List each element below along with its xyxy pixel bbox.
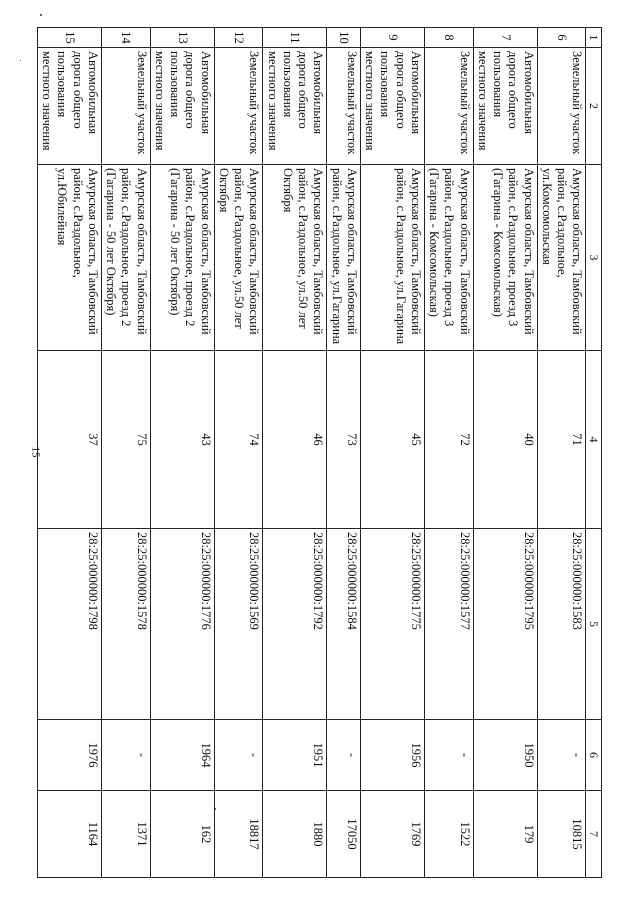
object-address: Амурская область, Тамбовский район, с.Раздольное, ул.Гагарина xyxy=(327,165,361,351)
cadastral-number: 28:25:000000:1795 xyxy=(473,529,537,720)
row-number: 8 xyxy=(424,28,473,48)
table-row xyxy=(150,28,214,878)
table-row xyxy=(424,28,473,878)
object-name: Земельный участок xyxy=(424,48,473,165)
object-address: Амурская область, Тамбовский район, с.Раздольное, ул.Комсомольская xyxy=(537,165,586,351)
column-4-value: 43 xyxy=(150,351,214,529)
object-name: Автомобильная дорога общего пользования местного значения xyxy=(263,48,327,165)
object-name: Земельный участок xyxy=(101,48,150,165)
cadastral-number: 28:25:000000:1776 xyxy=(150,529,214,720)
column-7-value: 1164 xyxy=(37,791,101,878)
object-address: Амурская область, Тамбовский район, с.Раздольное, проезд 2 (Гагарина - 50 лет Октября) xyxy=(101,165,150,351)
column-7-value: 1522 xyxy=(424,791,473,878)
object-name: Земельный участок xyxy=(537,48,586,165)
object-address: Амурская область, Тамбовский район, с.Раздольное, проезд 3 (Гагарина - Комсомольская) xyxy=(424,165,473,351)
cadastral-number: 28:25:000000:1792 xyxy=(263,529,327,720)
column-4-value: 72 xyxy=(424,351,473,529)
year-value: - xyxy=(424,720,473,791)
table-row xyxy=(537,28,586,878)
column-number-5: 5 xyxy=(586,529,602,720)
column-4-value: 74 xyxy=(214,351,263,529)
column-4-value: 73 xyxy=(327,351,361,529)
cadastral-number: 28:25:000000:1775 xyxy=(360,529,424,720)
row-number: 14 xyxy=(101,28,150,48)
column-4-value: 75 xyxy=(101,351,150,529)
table-row xyxy=(214,28,263,878)
object-address: Амурская область, Тамбовский район, с.Раздольное, ул.50 лет Октября xyxy=(214,165,263,351)
column-4-value: 45 xyxy=(360,351,424,529)
scan-speck xyxy=(20,60,21,61)
scan-speck xyxy=(40,14,42,16)
row-number: 11 xyxy=(263,28,327,48)
cadastral-number: 28:25:000000:1798 xyxy=(37,529,101,720)
object-name: Автомобильная дорога общего пользования местного значения xyxy=(37,48,101,165)
cadastral-number: 28:25:000000:1578 xyxy=(101,529,150,720)
column-number-4: 4 xyxy=(586,351,602,529)
column-7-value: 18817 xyxy=(214,791,263,878)
table-row xyxy=(101,28,150,878)
object-name: Земельный участок xyxy=(327,48,361,165)
cadastral-number: 28:25:000000:1584 xyxy=(327,529,361,720)
year-value: 1964 xyxy=(150,720,214,791)
column-7-value: 179 xyxy=(473,791,537,878)
year-value: - xyxy=(537,720,586,791)
column-7-value: 1769 xyxy=(360,791,424,878)
year-value: - xyxy=(101,720,150,791)
object-address: Амурская область, Тамбовский район, с.Раздольное, ул.50 лет Октября xyxy=(263,165,327,351)
column-number-3: 3 xyxy=(586,165,602,351)
year-value: 1976 xyxy=(37,720,101,791)
table-row xyxy=(473,28,537,878)
year-value: 1956 xyxy=(360,720,424,791)
table-row xyxy=(360,28,424,878)
year-value: 1951 xyxy=(263,720,327,791)
row-number: 9 xyxy=(360,28,424,48)
object-address: Амурская область, Тамбовский район, с.Раздольное, ул.Юбилейная xyxy=(37,165,101,351)
object-name: Автомобильная дорога общего пользования местного значения xyxy=(473,48,537,165)
column-7-value: 162 xyxy=(150,791,214,878)
property-register-table xyxy=(37,27,602,878)
cadastral-number: 28:25:000000:1583 xyxy=(537,529,586,720)
column-number-6: 6 xyxy=(586,720,602,791)
column-4-value: 46 xyxy=(263,351,327,529)
rotated-table-container xyxy=(38,27,602,877)
cadastral-number: 28:25:000000:1577 xyxy=(424,529,473,720)
year-value: 1950 xyxy=(473,720,537,791)
object-address: Амурская область, Тамбовский район, с.Раздольное, проезд 3 (Гагарина - Комсомольская) xyxy=(473,165,537,351)
page-number: 15 xyxy=(29,446,42,458)
column-7-value: 1371 xyxy=(101,791,150,878)
column-4-value: 40 xyxy=(473,351,537,529)
column-number-row xyxy=(586,28,602,878)
row-number: 10 xyxy=(327,28,361,48)
table-row xyxy=(37,28,101,878)
column-4-value: 71 xyxy=(537,351,586,529)
table-row xyxy=(327,28,361,878)
column-7-value: 1880 xyxy=(263,791,327,878)
object-name: Автомобильная дорога общего пользования местного значения xyxy=(360,48,424,165)
row-number: 7 xyxy=(473,28,537,48)
year-value: - xyxy=(214,720,263,791)
object-address: Амурская область, Тамбовский район, с.Раздольное, ул.Гагарина xyxy=(360,165,424,351)
column-number-7: 7 xyxy=(586,791,602,878)
row-number: 13 xyxy=(150,28,214,48)
column-7-value: 17050 xyxy=(327,791,361,878)
table-body xyxy=(37,28,586,878)
row-number: 6 xyxy=(537,28,586,48)
column-7-value: 10815 xyxy=(537,791,586,878)
cadastral-number: 28:25:000000:1569 xyxy=(214,529,263,720)
row-number: 12 xyxy=(214,28,263,48)
column-4-value: 37 xyxy=(37,351,101,529)
column-number-2: 2 xyxy=(586,48,602,165)
table-row xyxy=(263,28,327,878)
column-number-1: 1 xyxy=(586,28,602,48)
object-name: Автомобильная дорога общего пользования местного значения xyxy=(150,48,214,165)
year-value: - xyxy=(327,720,361,791)
object-address: Амурская область, Тамбовский район, с.Раздольное, проезд 2 (Гагарина - 50 лет Октября) xyxy=(150,165,214,351)
row-number: 15 xyxy=(37,28,101,48)
object-name: Земельный участок xyxy=(214,48,263,165)
